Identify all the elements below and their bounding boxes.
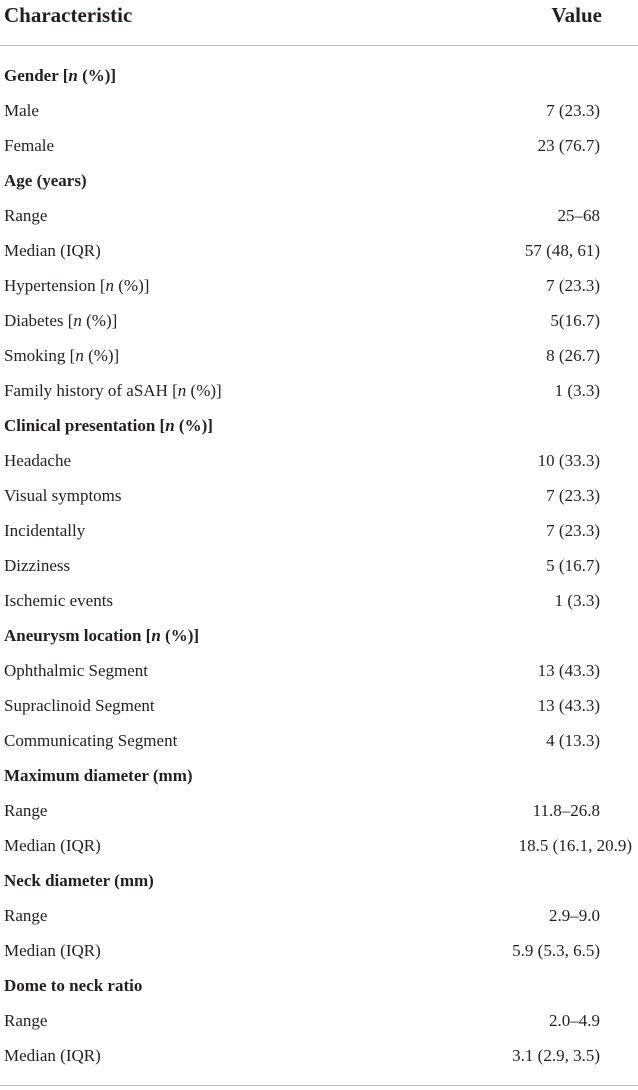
label-text: Gender [ (4, 66, 69, 85)
label-text: Range (4, 801, 48, 820)
row-label (4, 135, 54, 157)
section-label (4, 870, 154, 892)
row-label (4, 275, 149, 297)
row-label (4, 590, 113, 612)
row-value: 3.1 (2.9, 3.5) (512, 1046, 600, 1065)
label-text: Aneurysm location [ (4, 626, 152, 645)
row-label (4, 905, 47, 927)
section-row (0, 59, 638, 94)
label-italic-n: n (151, 626, 161, 645)
label-text: Clinical presentation [ (4, 416, 166, 435)
label-text: Hypertension [ (4, 276, 106, 295)
table-row (0, 374, 638, 409)
label-suffix: (%)] (77, 66, 117, 85)
label-text: Female (4, 136, 55, 155)
label-text: Incidentally (4, 521, 86, 540)
row-value: 7 (23.3) (546, 101, 600, 120)
label-text: Range (4, 206, 48, 225)
table-row (0, 444, 638, 479)
table-row (0, 1004, 638, 1039)
label-suffix: (%)] (81, 311, 118, 330)
row-value: 23 (76.7) (537, 136, 600, 155)
row-value: 4 (13.3) (546, 731, 600, 750)
label-text: Range (4, 1011, 48, 1030)
label-italic-n: n (75, 346, 84, 365)
label-text: Family history of aSAH [ (4, 381, 178, 400)
row-label (4, 310, 117, 332)
row-value: 10 (33.3) (537, 451, 600, 470)
table-row (0, 94, 638, 129)
table-row (0, 339, 638, 374)
label-suffix: (%)] (174, 416, 213, 435)
row-label (4, 800, 47, 822)
row-label (4, 835, 101, 857)
row-label (4, 555, 70, 577)
label-text: Smoking [ (4, 346, 76, 365)
table-row (0, 549, 638, 584)
section-row (0, 164, 638, 199)
table-row (0, 304, 638, 339)
table-row (0, 584, 638, 619)
section-label (4, 170, 87, 192)
row-label (4, 100, 39, 122)
bottom-rule (0, 1085, 638, 1086)
section-row (0, 409, 638, 444)
row-label (4, 345, 119, 367)
table-row (0, 689, 638, 724)
table-row (0, 899, 638, 934)
row-label (4, 730, 177, 752)
row-label (4, 485, 122, 507)
section-row (0, 619, 638, 654)
table-header (0, 0, 638, 46)
header-characteristic: Characteristic (4, 3, 133, 27)
table-row (0, 479, 638, 514)
section-label (4, 625, 199, 647)
row-value: 13 (43.3) (537, 696, 600, 715)
table-row (0, 514, 638, 549)
section-row (0, 864, 638, 899)
label-text: Visual symptoms (4, 486, 122, 505)
row-value: 8 (26.7) (546, 346, 600, 365)
row-value: 7 (23.3) (546, 276, 600, 295)
row-value: 5.9 (5.3, 6.5) (512, 941, 600, 960)
label-text: Maximum diameter (mm) (4, 766, 193, 785)
table-row (0, 129, 638, 164)
label-italic-n: n (165, 416, 175, 435)
label-text: Ischemic events (4, 591, 114, 610)
row-label (4, 520, 85, 542)
table-row (0, 269, 638, 304)
row-label (4, 240, 101, 262)
row-value: 18.5 (16.1, 20.9) (518, 836, 632, 855)
label-suffix: (%)] (160, 626, 200, 645)
section-label (4, 975, 142, 997)
label-text: Neck diameter (mm) (4, 871, 154, 890)
row-label (4, 695, 155, 717)
row-label (4, 660, 148, 682)
table-row (0, 724, 638, 759)
label-text: Dizziness (4, 556, 71, 575)
label-suffix: (%)] (83, 346, 120, 365)
row-value: 2.9–9.0 (549, 906, 600, 925)
row-label (4, 1045, 101, 1067)
label-text: Male (4, 101, 39, 120)
table-row (0, 199, 638, 234)
label-text: Dome to neck ratio (4, 976, 143, 995)
row-label (4, 940, 101, 962)
row-value: 57 (48, 61) (524, 241, 600, 260)
section-label (4, 765, 193, 787)
table-row (0, 234, 638, 269)
table-row (0, 654, 638, 689)
row-value: 7 (23.3) (546, 486, 600, 505)
label-text: Ophthalmic Segment (4, 661, 149, 680)
label-suffix: (%)] (114, 276, 150, 295)
table-row (0, 829, 638, 864)
table-row (0, 934, 638, 969)
label-text: Supraclinoid Segment (4, 696, 155, 715)
row-value: 25–68 (557, 206, 600, 225)
row-value: 13 (43.3) (537, 661, 600, 680)
row-value: 5 (16.7) (546, 556, 600, 575)
row-value: 1 (3.3) (554, 381, 600, 400)
section-row (0, 759, 638, 794)
label-text: Range (4, 906, 48, 925)
label-text: Diabetes [ (4, 311, 74, 330)
label-text: Communicating Segment (4, 731, 178, 750)
label-text: Median (IQR) (4, 836, 101, 855)
label-italic-n: n (73, 311, 82, 330)
section-row (0, 969, 638, 1004)
table-body (0, 59, 638, 1074)
row-value: 2.0–4.9 (549, 1011, 600, 1030)
label-text: Headache (4, 451, 72, 470)
row-label (4, 450, 71, 472)
label-text: Median (IQR) (4, 241, 101, 260)
section-label (4, 415, 213, 437)
section-label (4, 65, 116, 87)
row-label (4, 205, 47, 227)
table-row (0, 794, 638, 829)
label-italic-n: n (105, 276, 115, 295)
label-text: Age (years) (4, 171, 87, 190)
row-value: 1 (3.3) (554, 591, 600, 610)
row-value: 7 (23.3) (546, 521, 600, 540)
row-label (4, 380, 222, 402)
label-text: Median (IQR) (4, 1046, 101, 1065)
label-suffix: (%)] (186, 381, 222, 400)
table-row (0, 1039, 638, 1074)
header-value: Value (551, 3, 602, 27)
row-label (4, 1010, 47, 1032)
row-value: 11.8–26.8 (532, 801, 600, 820)
label-text: Median (IQR) (4, 941, 101, 960)
label-italic-n: n (177, 381, 187, 400)
row-value: 5(16.7) (550, 311, 600, 330)
label-italic-n: n (68, 66, 78, 85)
